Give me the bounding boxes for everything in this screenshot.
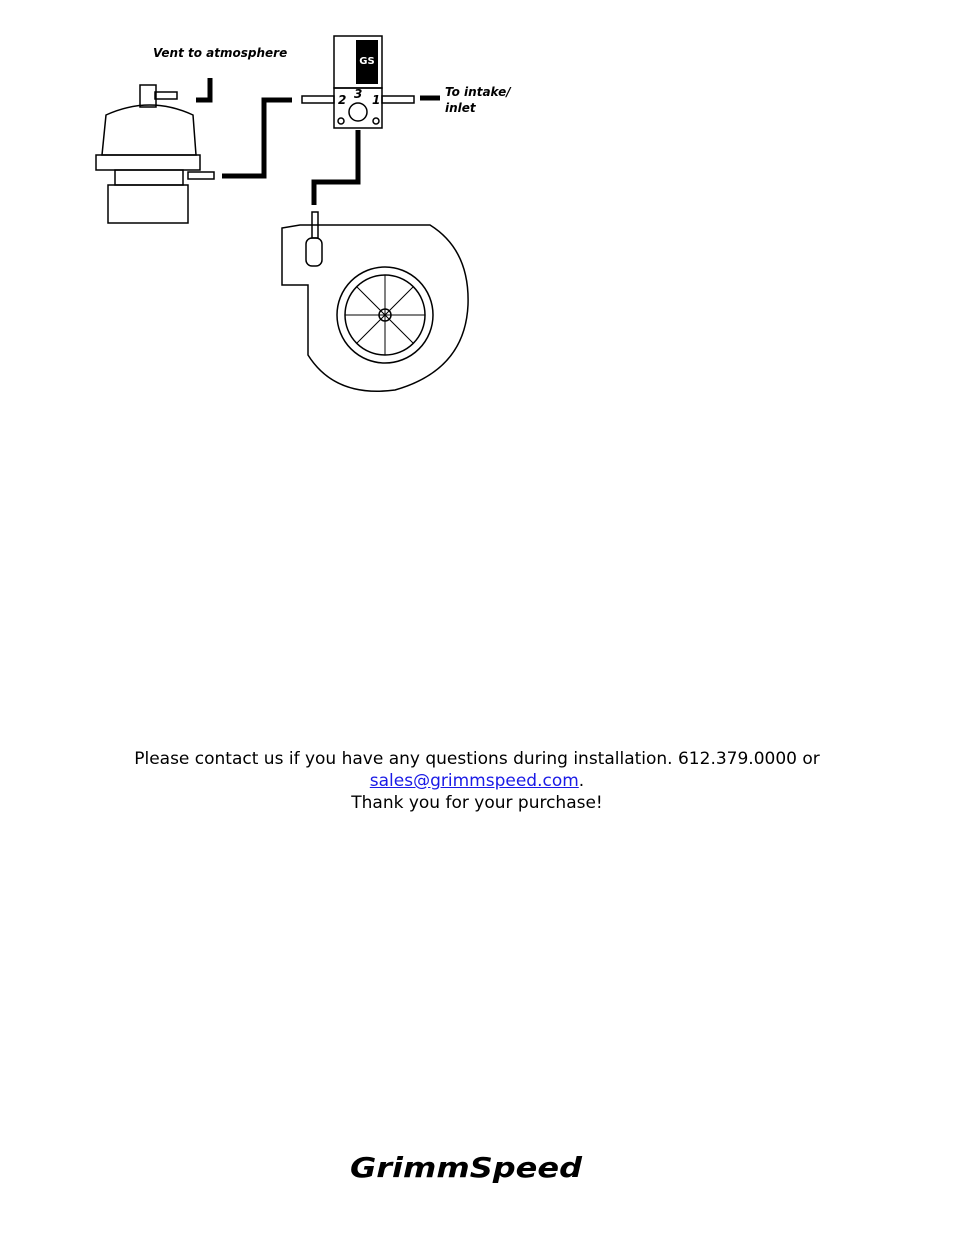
installation-diagram	[80, 28, 520, 398]
logo-text: GrimmSpeed	[350, 1151, 584, 1184]
intake-label-line1: To intake/	[445, 85, 511, 99]
port-label-2: 2	[338, 93, 347, 107]
blow-off-valve	[96, 85, 214, 223]
bov-hose	[222, 100, 292, 176]
email-suffix: .	[578, 771, 585, 791]
contact-line: Please contact us if you have any questions during installation. 612.379.0000 or	[134, 749, 820, 769]
intake-label-line2: inlet	[445, 101, 476, 115]
email-link[interactable]: sales@grimmspeed.com	[369, 771, 579, 791]
vent-hose	[196, 78, 210, 100]
turbo-compressor	[282, 212, 468, 391]
solenoid-logo-mark	[356, 40, 378, 84]
email-line	[0, 770, 954, 792]
thanks-line: Thank you for your purchase!	[351, 793, 603, 813]
vent-label: Vent to atmosphere	[153, 46, 288, 60]
grimmspeed-logo	[346, 1150, 586, 1184]
turbo-hose	[314, 130, 358, 205]
port-label-1: 1	[372, 93, 381, 107]
contact-block	[0, 748, 954, 814]
svg-text:GS: GS	[359, 56, 375, 67]
port-label-3: 3	[354, 87, 363, 101]
